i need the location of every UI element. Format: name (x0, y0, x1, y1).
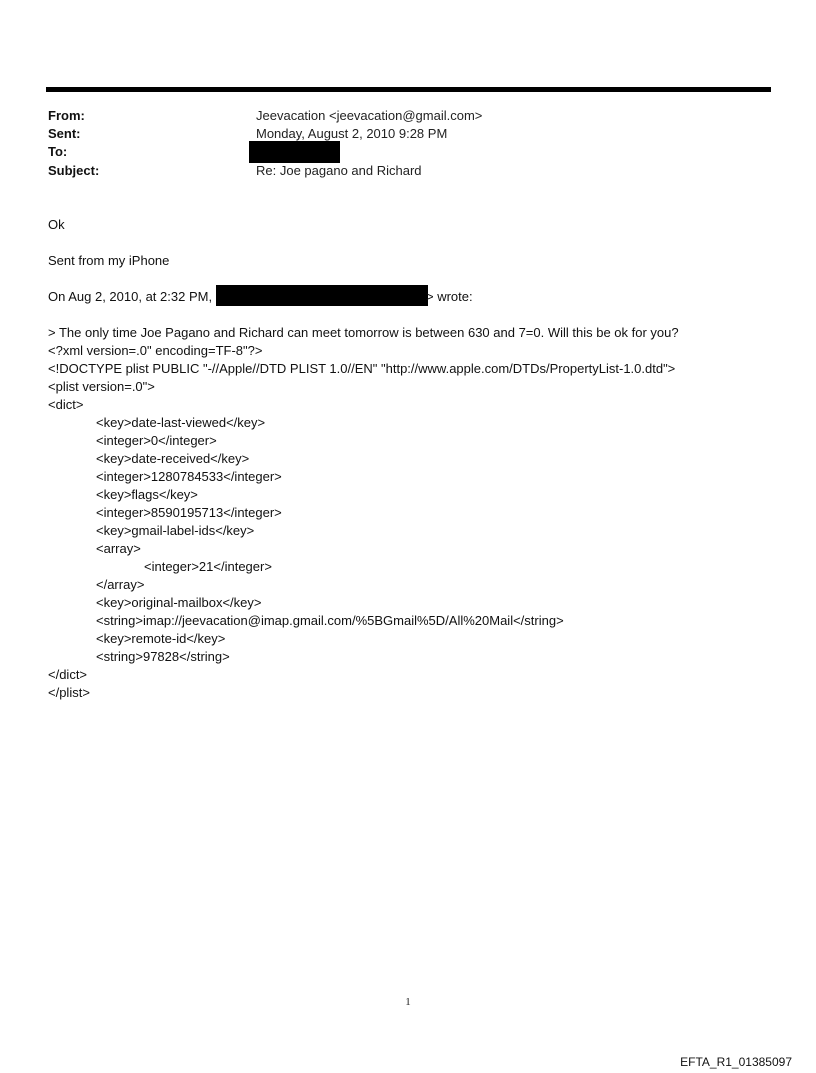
plist-line: <dict> (48, 397, 84, 412)
from-row (48, 107, 748, 125)
plist-line: <key>remote-id</key> (96, 631, 226, 646)
plist-line: <integer>0</integer> (96, 433, 217, 448)
from-value: Jeevacation <jeevacation@gmail.com> (256, 108, 483, 123)
plist-line: </plist> (48, 685, 90, 700)
plist-line: <?xml version=.0" encoding=TF-8"?> (48, 343, 263, 358)
subject-row (48, 162, 748, 180)
plist-line: <key>flags</key> (96, 487, 198, 502)
plist-line: <array> (96, 541, 141, 556)
plist-line: <key>gmail-label-ids</key> (96, 523, 255, 538)
signature-text: Sent from my iPhone (48, 253, 170, 268)
quote-intro-prefix: On Aug 2, 2010, at 2:32 PM, (48, 289, 213, 304)
sender-redaction (216, 285, 428, 306)
page-number: 1 (405, 996, 411, 1008)
to-label: To: (48, 144, 68, 159)
plist-line: <key>date-last-viewed</key> (96, 415, 266, 430)
plist-line: </dict> (48, 667, 88, 682)
quoted-message: > The only time Joe Pagano and Richard can meet tomorrow is between 630 and 7=0. Will this be ok for you? (48, 325, 679, 340)
sent-value: Monday, August 2, 2010 9:28 PM (256, 126, 448, 141)
plist-line: </array> (96, 577, 145, 592)
to-redaction (249, 141, 340, 163)
subject-label: Subject: (48, 163, 100, 178)
subject-value: Re: Joe pagano and Richard (256, 163, 422, 178)
quote-intro-suffix: > wrote: (426, 289, 473, 304)
reply-text: Ok (48, 217, 65, 232)
to-row (48, 143, 748, 161)
plist-line: <key>original-mailbox</key> (96, 595, 262, 610)
plist-line: <key>date-received</key> (96, 451, 250, 466)
plist-line: <integer>8590195713</integer> (96, 505, 282, 520)
plist-line: <integer>1280784533</integer> (96, 469, 282, 484)
header-divider (46, 87, 771, 92)
sent-row (48, 125, 748, 143)
plist-line: <string>imap://jeevacation@imap.gmail.com/%5BGmail%5D/All%20Mail</string> (96, 613, 564, 628)
plist-line: <!DOCTYPE plist PUBLIC "-//Apple//DTD PLIST 1.0//EN" "http://www.apple.com/DTDs/PropertyList-1.0.dtd"> (48, 361, 676, 376)
from-label: From: (48, 108, 85, 123)
bates-number: EFTA_R1_01385097 (680, 1055, 792, 1069)
plist-line: <plist version=.0"> (48, 379, 155, 394)
plist-line: <integer>21</integer> (144, 559, 272, 574)
plist-line: <string>97828</string> (96, 649, 230, 664)
sent-label: Sent: (48, 126, 81, 141)
